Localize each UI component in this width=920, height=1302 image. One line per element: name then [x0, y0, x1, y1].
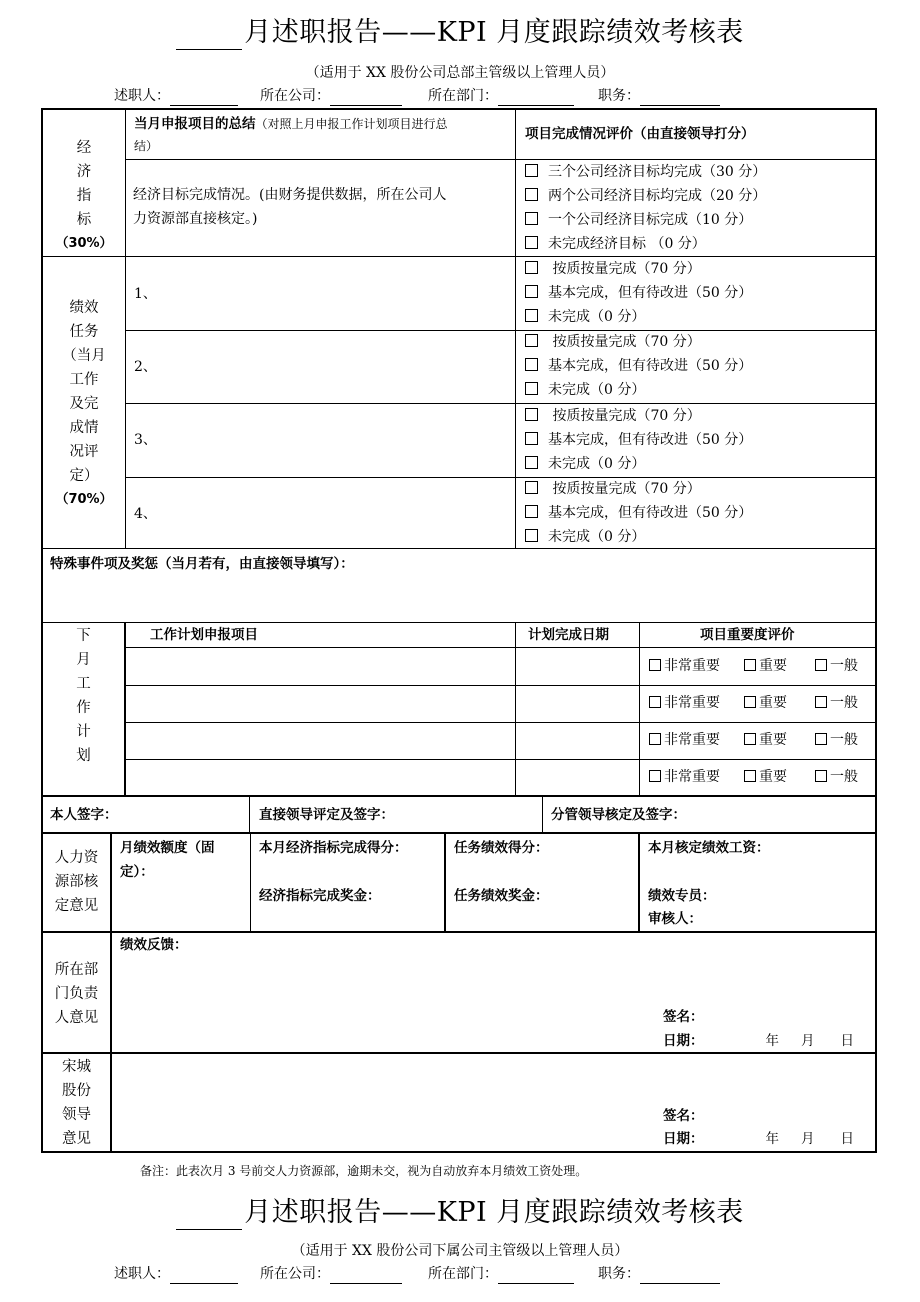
rating-very-important[interactable]: 非常重要	[649, 658, 720, 674]
checkbox[interactable]	[525, 408, 538, 421]
perf-option[interactable]: 基本完成，但有待改进（50 分）	[525, 428, 752, 452]
form-subtitle: （适用于 XX 股份公司总部主管级以上管理人员）	[305, 65, 615, 81]
eval-header: 项目完成情况评价（由直接领导打分）	[525, 126, 755, 142]
rating-row	[649, 765, 858, 789]
hr-econ-bonus: 经济指标完成奖金：	[259, 888, 381, 904]
checkbox[interactable]	[525, 261, 538, 274]
rating-very-important[interactable]: 非常重要	[649, 769, 720, 785]
leader-sign[interactable]: 签名：	[663, 1108, 704, 1124]
checkbox[interactable]	[525, 309, 538, 322]
checkbox[interactable]	[525, 164, 538, 177]
position-label: 职务：	[598, 1266, 640, 1282]
hr-specialist: 绩效专员：	[648, 888, 716, 904]
company-label: 所在公司：	[260, 88, 330, 104]
checkbox[interactable]	[525, 358, 538, 371]
perf-item-1: 1、	[134, 286, 157, 302]
dept-date[interactable]: 日期： 年 月 日	[663, 1033, 854, 1049]
hr-auditor: 审核人：	[648, 911, 702, 927]
department-field[interactable]	[498, 89, 574, 106]
rating-row	[649, 654, 858, 678]
checkbox[interactable]	[525, 236, 538, 249]
footnote: 备注：此表次月 3 号前交人力资源部，逾期未交，视为自动放弃本月绩效工资处理。	[140, 1164, 588, 1178]
rating-important[interactable]: 重要	[744, 732, 787, 748]
dept-sign[interactable]: 签名：	[663, 1009, 704, 1025]
hr-task-bonus: 任务绩效奖金：	[454, 888, 549, 904]
rating-normal[interactable]: 一般	[815, 658, 858, 674]
perf-option[interactable]: 未完成（0 分）	[525, 452, 645, 476]
checkbox[interactable]	[525, 505, 538, 518]
reporter-label: 述职人：	[114, 1266, 170, 1282]
company-field[interactable]	[330, 89, 402, 106]
econ-label: 经 济 指 标 （30%）	[55, 140, 113, 251]
leader-date[interactable]: 日期： 年 月 日	[663, 1131, 854, 1147]
rating-important[interactable]: 重要	[744, 769, 787, 785]
checkbox[interactable]	[525, 432, 538, 445]
leader-label: 宋城 股份 领导 意见	[62, 1059, 91, 1147]
econ-option-3[interactable]: 一个公司经济目标完成（10 分）	[525, 208, 752, 232]
info-row	[114, 86, 720, 106]
econ-option-4[interactable]: 未完成经济目标 （0 分）	[525, 232, 706, 256]
checkbox[interactable]	[525, 334, 538, 347]
col-plan-rating: 项目重要度评价	[700, 627, 795, 643]
hr-econ-score: 本月经济指标完成得分：	[259, 840, 408, 856]
rating-normal[interactable]: 一般	[815, 695, 858, 711]
perf-option[interactable]: 按质按量完成（70 分）	[525, 404, 701, 428]
rating-important[interactable]: 重要	[744, 658, 787, 674]
dept-feedback: 绩效反馈：	[120, 937, 188, 953]
dept-label: 所在部 门负责 人意见	[54, 962, 99, 1026]
perf-option[interactable]: 基本完成，但有待改进（50 分）	[525, 354, 752, 378]
branch-leader-signature[interactable]: 分管领导核定及签字：	[551, 807, 686, 823]
hr-verified-salary: 本月核定绩效工资：	[648, 840, 770, 856]
col-plan-date: 计划完成日期	[528, 627, 609, 643]
summary-header: 当月申报项目的总结（对照上月申报工作计划项目进行总	[134, 116, 448, 132]
reporter-label: 述职人：	[114, 88, 170, 104]
hr-task-score: 任务绩效得分：	[454, 840, 549, 856]
col-plan-item: 工作计划申报项目	[150, 627, 258, 643]
self-signature[interactable]: 本人签字：	[50, 807, 118, 823]
reporter-field[interactable]	[170, 1267, 238, 1284]
perf-item-2: 2、	[134, 359, 157, 375]
perf-option[interactable]: 未完成（0 分）	[525, 525, 645, 549]
company-label: 所在公司：	[260, 1266, 330, 1282]
company-field[interactable]	[330, 1267, 402, 1284]
econ-desc-line1: 经济目标完成情况。(由财务提供数据，所在公司人	[133, 187, 447, 203]
dept-feedback-field[interactable]	[120, 958, 640, 1048]
perf-option[interactable]: 基本完成，但有待改进（50 分）	[525, 281, 752, 305]
hr-quota-cont: 定）：	[120, 864, 154, 880]
perf-item-4: 4、	[134, 506, 157, 522]
perf-option[interactable]: 按质按量完成（70 分）	[525, 257, 701, 281]
reporter-field[interactable]	[170, 89, 238, 106]
perf-option[interactable]: 按质按量完成（70 分）	[525, 477, 701, 501]
info-row	[114, 1264, 720, 1284]
rating-row	[649, 691, 858, 715]
perf-option[interactable]: 未完成（0 分）	[525, 378, 645, 402]
position-field[interactable]	[640, 1267, 720, 1284]
department-label: 所在部门：	[428, 1266, 498, 1282]
rating-row	[649, 728, 858, 752]
econ-option-2[interactable]: 两个公司经济目标均完成（20 分）	[525, 184, 766, 208]
econ-option-1[interactable]: 三个公司经济目标均完成（30 分）	[525, 160, 766, 184]
checkbox[interactable]	[525, 382, 538, 395]
hr-quota: 月绩效额度（固	[120, 840, 215, 856]
position-field[interactable]	[640, 89, 720, 106]
checkbox[interactable]	[525, 456, 538, 469]
perf-option[interactable]: 按质按量完成（70 分）	[525, 330, 701, 354]
rating-very-important[interactable]: 非常重要	[649, 732, 720, 748]
rating-normal[interactable]: 一般	[815, 732, 858, 748]
rating-important[interactable]: 重要	[744, 695, 787, 711]
perf-option[interactable]: 基本完成，但有待改进（50 分）	[525, 501, 752, 525]
month-blank[interactable]	[176, 1203, 242, 1230]
department-field[interactable]	[498, 1267, 574, 1284]
perf-option[interactable]: 未完成（0 分）	[525, 305, 645, 329]
perf-label: 绩效 任务 （当月 工作 及完 成情 况评 定） （70%）	[55, 300, 113, 507]
hr-label: 人力资 源部核 定意见	[54, 850, 99, 914]
form-title: 月述职报告——KPI 月度跟踪绩效考核表	[0, 16, 920, 50]
perf-item-3: 3、	[134, 432, 157, 448]
next-plan-label: 下 月 工 作 计 划	[76, 628, 91, 764]
checkbox[interactable]	[525, 529, 538, 542]
checkbox[interactable]	[525, 481, 538, 494]
form2-subtitle: （适用于 XX 股份公司下属公司主管级以上管理人员）	[291, 1243, 629, 1259]
econ-desc-line2: 力资源部直接核定。)	[133, 211, 258, 227]
form2-title: 月述职报告——KPI 月度跟踪绩效考核表	[0, 1196, 920, 1230]
department-label: 所在部门：	[428, 88, 498, 104]
special-field[interactable]	[44, 578, 874, 620]
month-blank[interactable]	[176, 23, 242, 50]
checkbox[interactable]	[525, 188, 538, 201]
summary-header-note: 结）	[134, 139, 159, 153]
position-label: 职务：	[598, 88, 640, 104]
special-label: 特殊事件项及奖惩（当月若有，由直接领导填写）：	[50, 556, 354, 572]
direct-leader-signature[interactable]: 直接领导评定及签字：	[259, 807, 394, 823]
rating-very-important[interactable]: 非常重要	[649, 695, 720, 711]
checkbox[interactable]	[525, 285, 538, 298]
checkbox[interactable]	[525, 212, 538, 225]
rating-normal[interactable]: 一般	[815, 769, 858, 785]
